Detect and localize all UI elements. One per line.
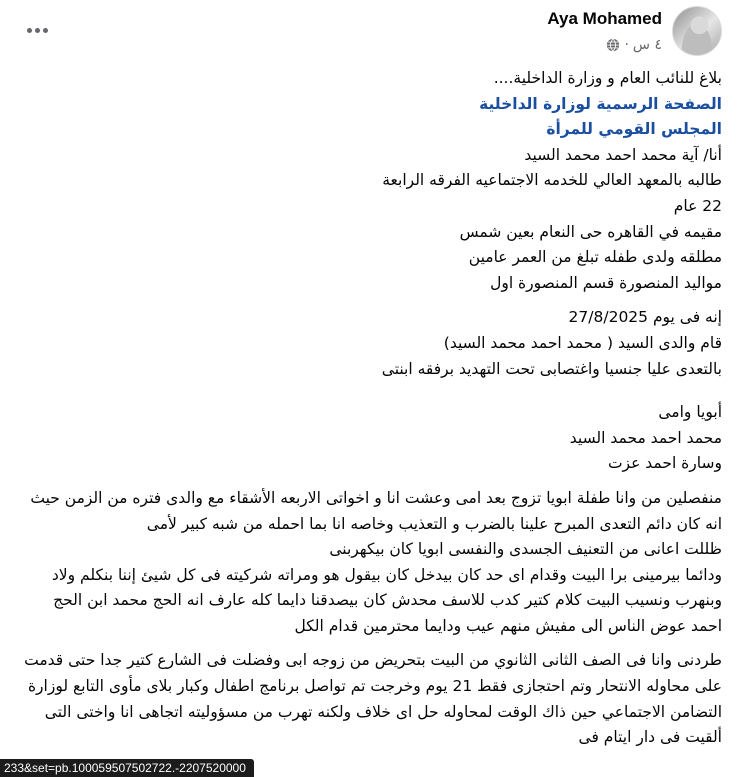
post-paragraph: ودائما بيرمينى برا البيت وقدام اى حد كان بيدخل كان بيقول هو ومراته شركيته فى كل شيئ إننا بنكلم ولاد وبنهرب ونسيب البيت كلام كتير كدب للاسف محدش كان بيصدقنا دايما كله عارف انه الحج محمد ابن الحج احمد عوض الناس الى مفيش منهم عيب ودايما محترمين قدام الكل xyxy=(51,565,722,635)
post-line: محمد احمد محمد السيد xyxy=(569,428,722,447)
post-paragraph: منفصلين من وانا طفلة ابويا تزوج بعد امى وعشت انا و اخواتى الاربعه الأشقاء مع والدى فتره من الزمن حيث انه كان دائم التعدى المبرح علينا بالضرب و التعذيب وخاصه انا بما احمله من شبه كبير لأمى xyxy=(30,488,722,533)
post-time[interactable]: ٤ س xyxy=(632,37,662,53)
post-line: 22 عام xyxy=(673,196,722,215)
mention-interior-ministry-link[interactable]: الصفحة الرسمية لوزارة الداخلية xyxy=(479,94,722,113)
post-line: مطلقه ولدى طفله تبلغ من العمر عامين xyxy=(468,248,722,267)
post-line: قام والدى السيد ( محمد احمد محمد السيد) xyxy=(443,333,722,352)
post-line: مقيمه في القاهره حى النعام بعين شمس xyxy=(459,222,722,241)
status-bar-url: 233&set=pb.100059507502722.-2207520000 xyxy=(0,759,254,777)
author-name[interactable]: Aya Mohamed xyxy=(547,9,662,28)
post-body xyxy=(22,66,722,751)
dot-icon xyxy=(43,28,48,33)
author-avatar[interactable] xyxy=(672,6,722,56)
post-line: بالتعدى عليا جنسيا واغتصابى تحت التهديد برفقه ابنتى xyxy=(381,359,722,378)
post-line: أبويا وامى xyxy=(658,403,722,422)
dot-icon xyxy=(35,28,40,33)
post-line: إنه فى يوم 27/8/2025 xyxy=(568,308,722,327)
dot-icon xyxy=(27,28,32,33)
post-header xyxy=(0,0,746,70)
post-line: وسارة احمد عزت xyxy=(607,454,722,473)
post-line: طالبه بالمعهد العالي للخدمه الاجتماعيه الفرقه الرابعة xyxy=(382,171,722,190)
meta-separator: · xyxy=(624,37,629,53)
post-paragraph: طردنى وانا فى الصف الثانى الثانوي من البيت بتحريض من زوجه ابى وفضلت فى الشارع كتير جدا حتى قدمت على محاوله الانتحار وتم احتجازى فقط 21 يوم وخرجت تم تواصل برنامج اطفال وكبار بلاى مأوى التابع لوزارة التضامن الاجتماعي حين ذاك الوقت لمحاوله حل اى خلاف ولكنه تهرب من مسؤوليته اتجاهى انا واختى التى ألقيت فى دار ايتام فى xyxy=(24,651,722,747)
globe-icon[interactable] xyxy=(606,38,620,52)
post-line: ظللت اعانى من التعنيف الجسدى والنفسى ابويا كان بيكهربنى xyxy=(329,540,722,559)
post-meta xyxy=(606,37,662,53)
mention-women-council-link[interactable]: المجلس القومي للمرأة xyxy=(546,120,722,139)
post-line: أنا/ آية محمد احمد محمد السيد xyxy=(524,145,722,164)
post-line: مواليد المنصورة قسم المنصورة اول xyxy=(490,273,722,292)
post-line: بلاغ للنائب العام و وزارة الداخلية.... xyxy=(493,69,722,87)
more-options-button[interactable] xyxy=(22,16,52,44)
